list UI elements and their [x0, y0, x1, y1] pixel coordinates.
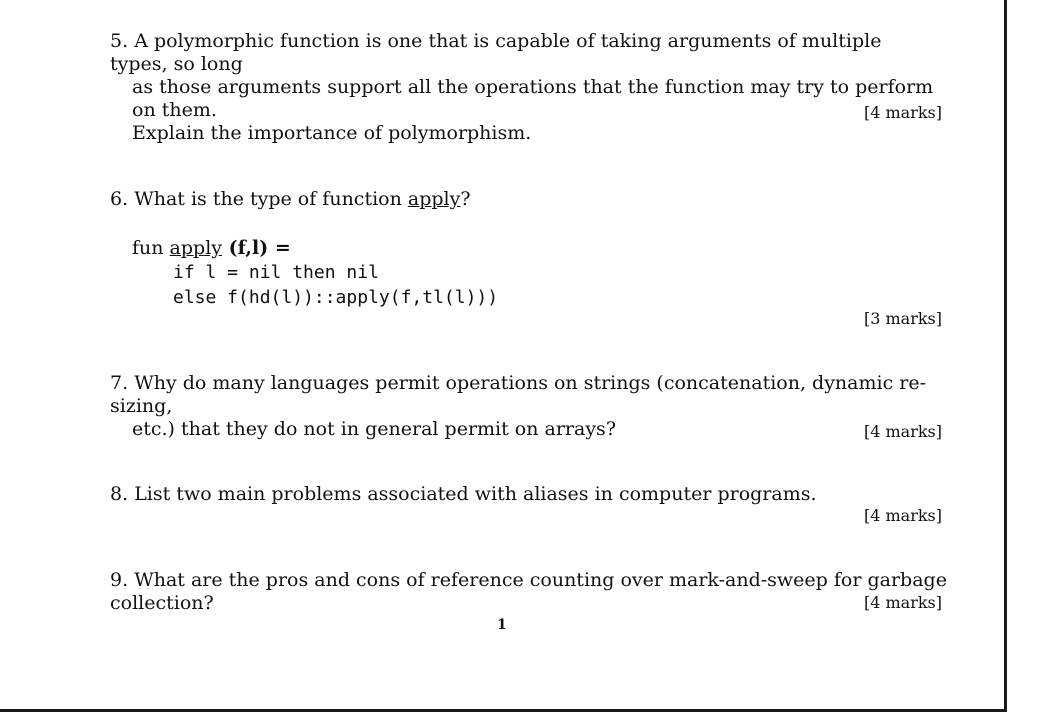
marks-label: [3 marks]: [863, 309, 942, 328]
question-8: [110, 483, 940, 506]
question-number: 5.: [110, 30, 129, 52]
code-params: (f,l) =: [222, 237, 291, 259]
question-number: 7.: [110, 372, 129, 394]
question-text-line: as those arguments support all the operations that the function may try to perform on them.: [132, 76, 934, 121]
marks-label: [4 marks]: [863, 103, 942, 122]
code-line-1: [132, 236, 291, 260]
code-keyword: fun: [132, 237, 170, 259]
question-text-line: etc.) that they do not in general permit on arrays?: [132, 418, 616, 440]
function-name: apply: [407, 188, 461, 210]
question-text-line: List two main problems associated with aliases in computer programs.: [134, 483, 817, 505]
question-text-line: A polymorphic function is one that is capable of taking arguments of multiple types, so long: [110, 30, 882, 75]
question-6: [110, 188, 940, 211]
marks-label: [4 marks]: [863, 506, 942, 525]
question-text-line: What are the pros and cons of reference counting over mark-and-sweep for garbage collection?: [110, 569, 947, 614]
question-number: 6.: [110, 188, 129, 210]
question-number: 9.: [110, 569, 129, 591]
code-text: if l = nil then nil: [173, 262, 379, 283]
marks-label: [4 marks]: [863, 593, 942, 612]
code-text: else f(hd(l))::apply(f,tl(l))): [173, 287, 499, 308]
code-function-name: apply: [169, 237, 223, 259]
question-5: [110, 30, 940, 145]
question-9: [110, 569, 990, 615]
question-text-line: Why do many languages permit operations on strings (concatenation, dynamic re-sizing,: [110, 372, 927, 417]
question-number: 8.: [110, 483, 129, 505]
question-text: ?: [460, 188, 471, 210]
code-line-2: [173, 260, 379, 285]
code-line-3: [173, 285, 498, 310]
question-7: [110, 372, 940, 441]
marks-label: [4 marks]: [863, 422, 942, 441]
page-number: 1: [497, 617, 507, 633]
question-text: What is the type of function: [134, 188, 408, 210]
question-text-line: Explain the importance of polymorphism.: [132, 122, 532, 144]
